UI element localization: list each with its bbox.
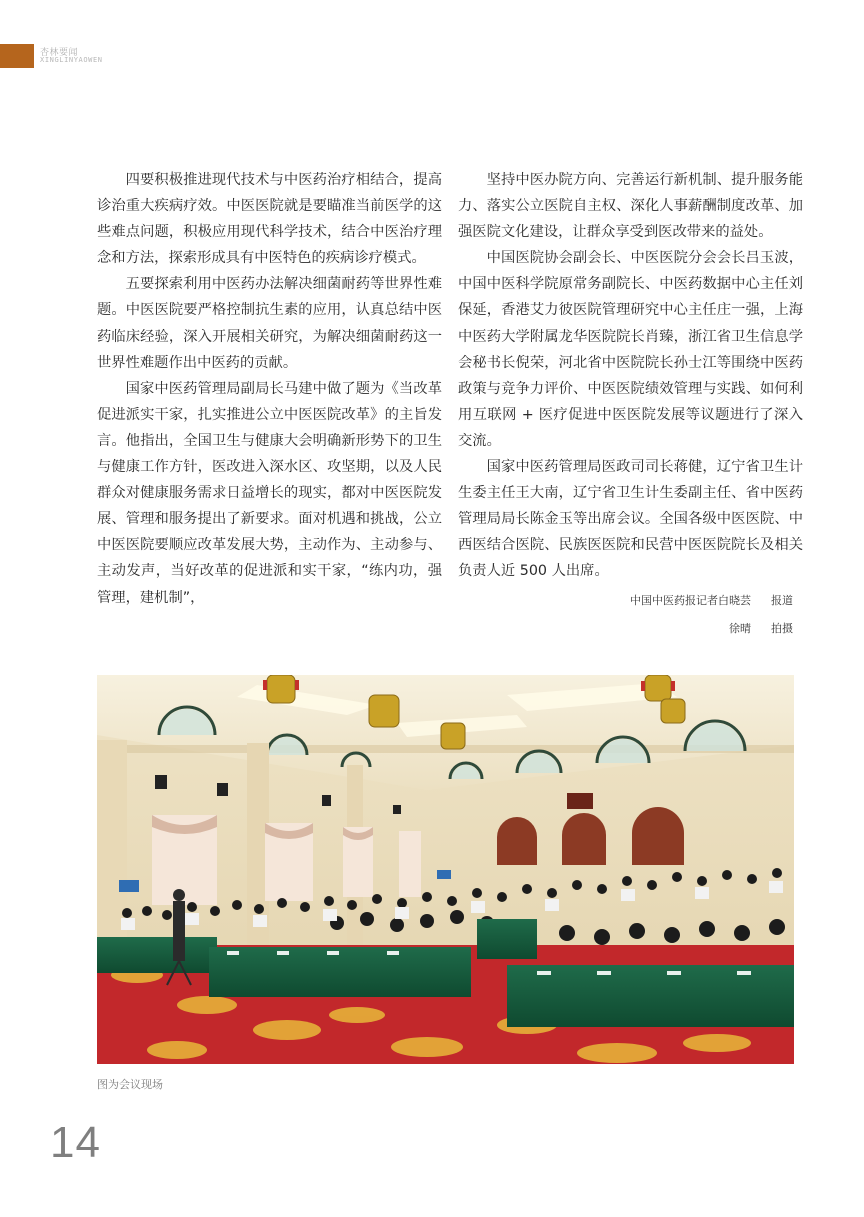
article-paragraph: 四要积极推进现代技术与中医药治疗相结合，提高诊治重大疾病疗效。中医医院就是要瞄准当前医学的这些难点问题，积极应用现代科学技术，结合中医治疗理念和方法，探索形成具有中医特色的疾病诊疗模式。	[97, 172, 442, 267]
article-left-column	[97, 167, 442, 611]
reporter-credit	[458, 589, 803, 613]
conference-hall-photo	[97, 675, 794, 1064]
reporter-name: 中国中医药报记者白晓芸	[630, 593, 751, 607]
article-paragraph: 中国医院协会副会长、中医医院分会会长吕玉波，中国中医科学院原常务副院长、中医药数据中心主任刘保延，香港艾力彼医院管理研究中心主任庄一强，上海中医药大学附属龙华医院院长肖臻，浙江省卫生信息学会秘书长倪荣，河北省中医院院长孙士江等围绕中医药政策与竞争力评价、中医医院绩效管理与实践、如何利用互联网 + 医疗促进中医医院发展等议题进行了深入交流。	[458, 250, 803, 449]
photographer-credit	[458, 617, 803, 641]
photographer-name: 徐晴	[729, 621, 751, 635]
section-name-pinyin: XINGLINYAOWEN	[40, 56, 103, 64]
reporter-action: 报道	[771, 593, 793, 607]
photo-caption: 图为会议现场	[97, 1078, 163, 1091]
section-tab-marker	[0, 44, 34, 68]
article-paragraph: 国家中医药管理局副局长马建中做了题为《当改革促进派实干家，扎实推进公立中医医院改革》的主旨发言。他指出，全国卫生与健康大会明确新形势下的卫生与健康工作方针，医改进入深水区、攻坚期，以及人民群众对健康服务需求日益增长的现实，都对中医医院发展、管理和服务提出了新要求。面对机遇和挑战，公立中医医院要顺应改革发展大势，主动作为、主动参与、主动发声，当好改革的促进派和实干家，“练内功，强管理，建机制”，	[97, 380, 442, 606]
article-paragraph: 五要探索利用中医药办法解决细菌耐药等世界性难题。中医医院要严格控制抗生素的应用，认真总结中医药临床经验，深入开展相关研究，为解决细菌耐药这一世界性难题作出中医药的贡献。	[97, 276, 442, 371]
article-paragraph: 国家中医药管理局医政司司长蒋健，辽宁省卫生计生委主任王大南，辽宁省卫生计生委副主任、省中医药管理局局长陈金玉等出席会议。全国各级中医医院、中西医结合医院、民族医医院和民营中医医院院长及相关负责人近 500 人出席。	[458, 459, 803, 580]
section-name: 杏林要闻	[40, 48, 79, 58]
page-number: 14	[50, 1118, 101, 1167]
photographer-action: 拍摄	[771, 621, 793, 635]
article-right-column	[458, 167, 803, 641]
article-paragraph: 坚持中医办院方向、完善运行新机制、提升服务能力、落实公立医院自主权、深化人事薪酬制度改革、加强医院文化建设，让群众享受到医改带来的益处。	[458, 172, 803, 241]
